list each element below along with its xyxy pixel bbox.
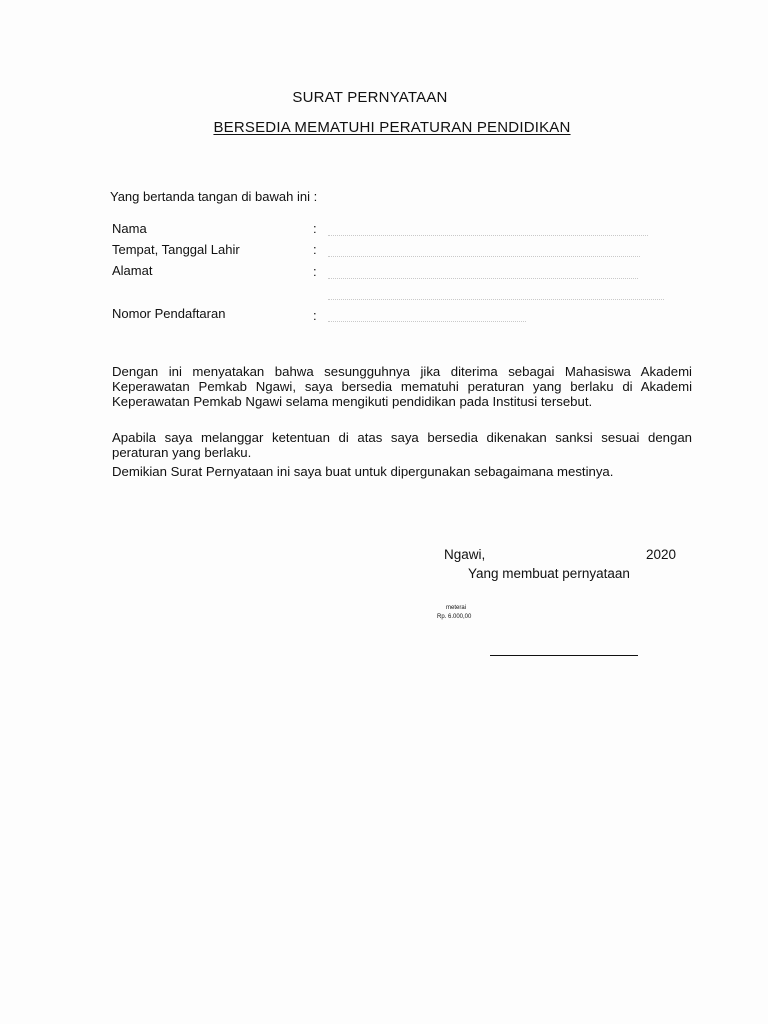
field-line-nama <box>328 235 648 236</box>
field-label-tempat-tanggal-lahir: Tempat, Tanggal Lahir <box>112 242 240 257</box>
signature-maker: Yang membuat pernyataan <box>468 566 630 581</box>
signature-place: Ngawi, <box>444 547 486 562</box>
field-label-nomor-pendaftaran: Nomor Pendaftaran <box>112 306 226 321</box>
field-colon-nama: : <box>313 221 317 236</box>
field-line-alamat-1 <box>328 278 638 279</box>
signature-year: 2020 <box>646 547 677 562</box>
meterai-value: Rp. 6.000,00 <box>437 614 472 620</box>
field-line-nomor-pendaftaran <box>328 321 526 322</box>
signature-line <box>490 655 638 656</box>
statement-paragraph-2: Apabila saya melanggar ketentuan di atas saya bersedia dikenakan sanksi sesuai dengan peraturan yang berlaku. <box>112 430 692 460</box>
field-label-nama: Nama <box>112 221 147 236</box>
field-colon-nomor-pendaftaran: : <box>313 308 317 323</box>
meterai-label: meterai <box>446 605 467 611</box>
field-line-tempat-tanggal-lahir <box>328 256 640 257</box>
statement-paragraph-3: Demikian Surat Pernyataan ini saya buat untuk dipergunakan sebagaimana mestinya. <box>112 464 614 479</box>
document-subtitle: BERSEDIA MEMATUHI PERATURAN PENDIDIKAN <box>213 119 571 136</box>
field-colon-alamat: : <box>313 264 317 279</box>
document-title: SURAT PERNYATAAN <box>292 89 448 106</box>
field-label-alamat: Alamat <box>112 263 153 278</box>
field-colon-tempat-tanggal-lahir: : <box>313 242 317 257</box>
field-line-alamat-2 <box>328 299 664 300</box>
statement-paragraph-1: Dengan ini menyatakan bahwa sesungguhnya jika diterima sebagai Mahasiswa Akademi Keperawatan Pemkab Ngawi, saya bersedia mematuhi peraturan yang berlaku di Akademi Keperawatan Pemkab Ngawi selama mengikuti pendidikan pada Institusi tersebut. <box>112 364 692 409</box>
intro-text: Yang bertanda tangan di bawah ini : <box>110 189 318 204</box>
